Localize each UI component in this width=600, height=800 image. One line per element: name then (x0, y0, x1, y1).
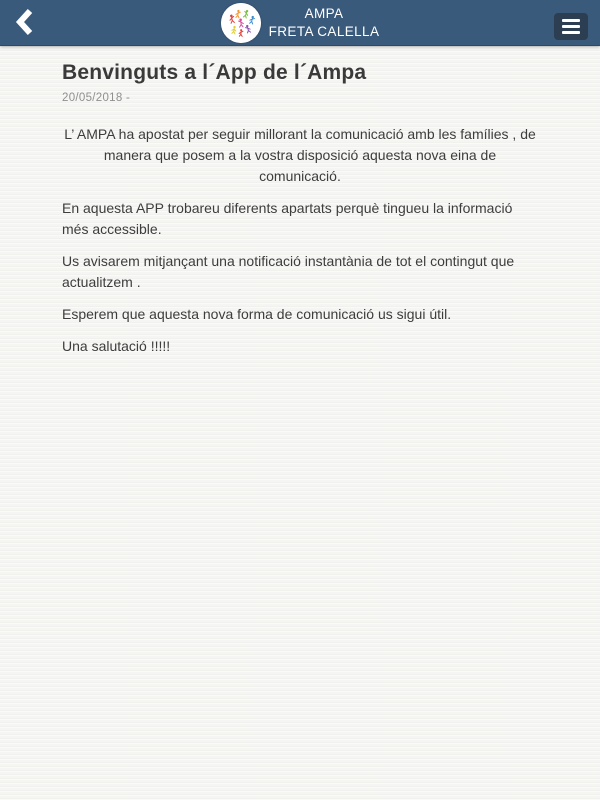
paragraph: Una salutació !!!!! (62, 338, 171, 354)
article (62, 46, 538, 357)
menu-button[interactable] (554, 13, 588, 40)
paragraph: Esperem que aquesta nova forma de comunicació us sigui útil. (62, 306, 452, 322)
header-title-line1: AMPA (304, 5, 344, 21)
header-title-line2: FRETA CALELLA (268, 23, 380, 39)
header-brand (221, 3, 380, 43)
article-date: 20/05/2018 - (62, 92, 131, 104)
paragraph: L’ AMPA ha apostat per seguir millorant la comunicació amb les famílies , de manera que posem a la vostra disposició aquesta nova eina de comunicació. (64, 126, 536, 184)
article-body (62, 124, 538, 357)
chevron-left-icon (14, 9, 36, 38)
back-button[interactable] (6, 5, 44, 41)
paragraph: En aquesta APP trobareu diferents apartats perquè tingueu la informació més accessible. (62, 200, 513, 237)
paragraph: Us avisarem mitjançant una notificació instantània de tot el contingut que actualitzem . (62, 253, 515, 290)
header-title (269, 5, 380, 40)
page-title: Benvinguts a l´App de l´Ampa (62, 61, 367, 84)
hamburger-menu-icon (562, 19, 580, 34)
app-header (0, 0, 600, 46)
app-logo (221, 3, 261, 43)
